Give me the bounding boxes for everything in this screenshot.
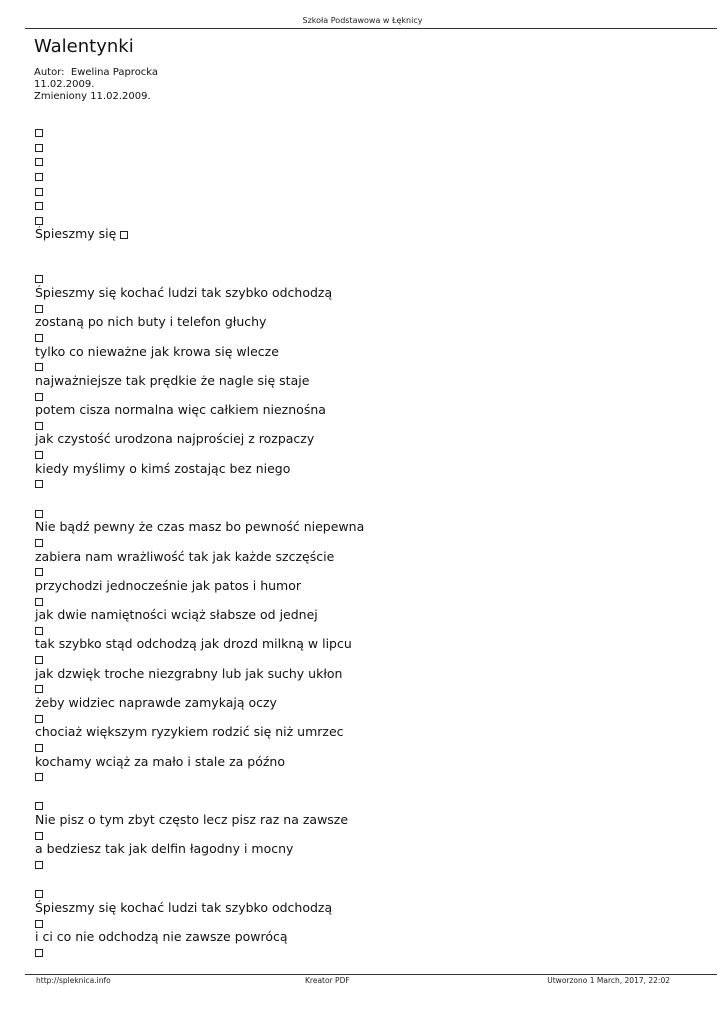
- poem-line: [35, 857, 705, 872]
- poem-line: [35, 681, 705, 696]
- document-title: Walentynki: [34, 36, 134, 57]
- poem-line-text: zostaną po nich buty i telefon głuchy: [35, 314, 267, 330]
- poem-line: [35, 886, 705, 901]
- page-header: Szkoła Podstawowa w Łęknicy: [302, 16, 423, 25]
- missing-glyph-box-icon: [35, 480, 43, 488]
- missing-glyph-box-icon: [35, 144, 43, 152]
- footer-generator: Kreator PDF: [305, 976, 350, 985]
- missing-glyph-box-icon: [35, 802, 43, 810]
- poem-line-text: chociaż większym ryzykiem rodzić się niż umrzec: [35, 724, 344, 740]
- poem-line: [35, 608, 705, 623]
- poem-line-text: potem cisza normalna więc całkiem nieznośna: [35, 402, 326, 418]
- poem-line: [35, 901, 705, 916]
- poem-line: [35, 930, 705, 945]
- poem-line-text: jak dzwięk troche niezgrabny lub jak suchy ukłon: [35, 665, 343, 681]
- poem-line: [35, 257, 705, 272]
- poem-line: [35, 184, 705, 199]
- poem-line: [35, 637, 705, 652]
- missing-glyph-box-icon: [35, 598, 43, 606]
- document-meta: [34, 67, 158, 103]
- poem-line-text: tylko co nieważne jak krowa się wlecze: [35, 343, 279, 359]
- missing-glyph-box-icon: [35, 510, 43, 518]
- poem-line-text: Śpieszmy się kochać ludzi tak szybko odchodzą: [35, 899, 333, 915]
- poem-line: [35, 711, 705, 726]
- missing-glyph-box-icon: [35, 393, 43, 401]
- poem-line: [35, 550, 705, 565]
- missing-glyph-box-icon: [120, 231, 128, 239]
- poem-line: [35, 740, 705, 755]
- poem-line-text: kochamy wciąż za mało i stale za późno: [35, 753, 285, 769]
- poem-line: [35, 506, 705, 521]
- poem-line: [35, 696, 705, 711]
- poem-line: [35, 828, 705, 843]
- poem-line: [35, 286, 705, 301]
- poem-line: [35, 345, 705, 360]
- poem-line: [35, 403, 705, 418]
- missing-glyph-box-icon: [35, 202, 43, 210]
- missing-glyph-box-icon: [35, 627, 43, 635]
- poem-line: [35, 842, 705, 857]
- poem-line-text: Nie pisz o tym zbyt często lecz pisz raz na zawsze: [35, 812, 349, 828]
- poem-line: [35, 594, 705, 609]
- poem-line-text: żeby widziec naprawde zamykają oczy: [35, 694, 277, 710]
- poem-line-text: Śpieszmy się kochać ludzi tak szybko odchodzą: [35, 285, 333, 301]
- poem-line: [35, 432, 705, 447]
- missing-glyph-box-icon: [35, 715, 43, 723]
- header-divider: [25, 28, 717, 29]
- missing-glyph-box-icon: [35, 832, 43, 840]
- footer-divider: [25, 974, 717, 975]
- modified-date: Zmieniony 11.02.2009.: [34, 91, 151, 102]
- poem-line: [35, 315, 705, 330]
- poem-line: [35, 945, 705, 960]
- poem-line: [35, 213, 705, 228]
- publish-date: 11.02.2009.: [34, 79, 95, 90]
- poem-line: [35, 476, 705, 491]
- missing-glyph-box-icon: [35, 188, 43, 196]
- author-label: Autor:: [34, 67, 65, 78]
- poem-line-text: najważniejsze tak prędkie że nagle się staje: [35, 372, 310, 388]
- poem-line-text: jak czystość urodzona najprościej z rozpaczy: [35, 431, 315, 447]
- poem-line: [35, 798, 705, 813]
- poem-line-text: a bedziesz tak jak delfin łagodny i mocny: [35, 841, 294, 857]
- poem-line: [35, 198, 705, 213]
- poem-line-text: jak dwie namiętności wciąż słabsze od jednej: [35, 607, 318, 623]
- missing-glyph-box-icon: [35, 217, 43, 225]
- footer-url: http://spleknica.info: [36, 976, 111, 985]
- poem-line: [35, 564, 705, 579]
- missing-glyph-box-icon: [35, 305, 43, 313]
- poem-line-text: przychodzi jednocześnie jak patos i humor: [35, 577, 302, 593]
- missing-glyph-box-icon: [35, 363, 43, 371]
- footer-created: Utworzono 1 March, 2017, 22:02: [547, 976, 670, 985]
- poem-line: [35, 227, 705, 242]
- poem-line: [35, 725, 705, 740]
- poem-line: [35, 916, 705, 931]
- poem-line: [35, 652, 705, 667]
- author-line: [34, 67, 158, 79]
- poem-line-text: tak szybko stąd odchodzą jak drozd milkną w lipcu: [35, 636, 352, 652]
- poem-line: [35, 330, 705, 345]
- missing-glyph-box-icon: [35, 685, 43, 693]
- poem-line: [35, 125, 705, 140]
- poem-line: [35, 301, 705, 316]
- poem-line: [35, 418, 705, 433]
- poem-line: [35, 872, 705, 887]
- poem-line: [35, 447, 705, 462]
- poem-line: [35, 579, 705, 594]
- poem-line: [35, 535, 705, 550]
- missing-glyph-box-icon: [35, 275, 43, 283]
- missing-glyph-box-icon: [35, 890, 43, 898]
- poem-line: [35, 623, 705, 638]
- poem-line: [35, 667, 705, 682]
- poem-line-text: Nie bądź pewny że czas masz bo pewność niepewna: [35, 519, 365, 535]
- poem-line: [35, 169, 705, 184]
- missing-glyph-box-icon: [35, 920, 43, 928]
- poem-line: [35, 491, 705, 506]
- poem-line: [35, 784, 705, 799]
- poem-line: [35, 154, 705, 169]
- poem-line: [35, 813, 705, 828]
- missing-glyph-box-icon: [35, 949, 43, 957]
- missing-glyph-box-icon: [35, 861, 43, 869]
- poem-line-text: i ci co nie odchodzą nie zawsze powrócą: [35, 929, 288, 945]
- poem-line: [35, 769, 705, 784]
- poem-line: [35, 271, 705, 286]
- poem-line: [35, 520, 705, 535]
- missing-glyph-box-icon: [35, 568, 43, 576]
- poem-line: [35, 140, 705, 155]
- poem-line: [35, 462, 705, 477]
- poem-body: [35, 125, 705, 960]
- missing-glyph-box-icon: [35, 422, 43, 430]
- poem-line: [35, 374, 705, 389]
- missing-glyph-box-icon: [35, 744, 43, 752]
- poem-line: [35, 755, 705, 770]
- missing-glyph-box-icon: [35, 158, 43, 166]
- missing-glyph-box-icon: [35, 656, 43, 664]
- poem-line: [35, 242, 705, 257]
- poem-line-text: kiedy myślimy o kimś zostając bez niego: [35, 460, 291, 476]
- missing-glyph-box-icon: [35, 451, 43, 459]
- poem-line-text: zabiera nam wrażliwość tak jak każde szczęście: [35, 548, 335, 564]
- poem-line: [35, 389, 705, 404]
- missing-glyph-box-icon: [35, 129, 43, 137]
- author-name: Ewelina Paprocka: [70, 67, 159, 78]
- missing-glyph-box-icon: [35, 334, 43, 342]
- poem-line-text: Śpieszmy się: [35, 226, 117, 242]
- poem-line: [35, 359, 705, 374]
- missing-glyph-box-icon: [35, 539, 43, 547]
- missing-glyph-box-icon: [35, 173, 43, 181]
- missing-glyph-box-icon: [35, 773, 43, 781]
